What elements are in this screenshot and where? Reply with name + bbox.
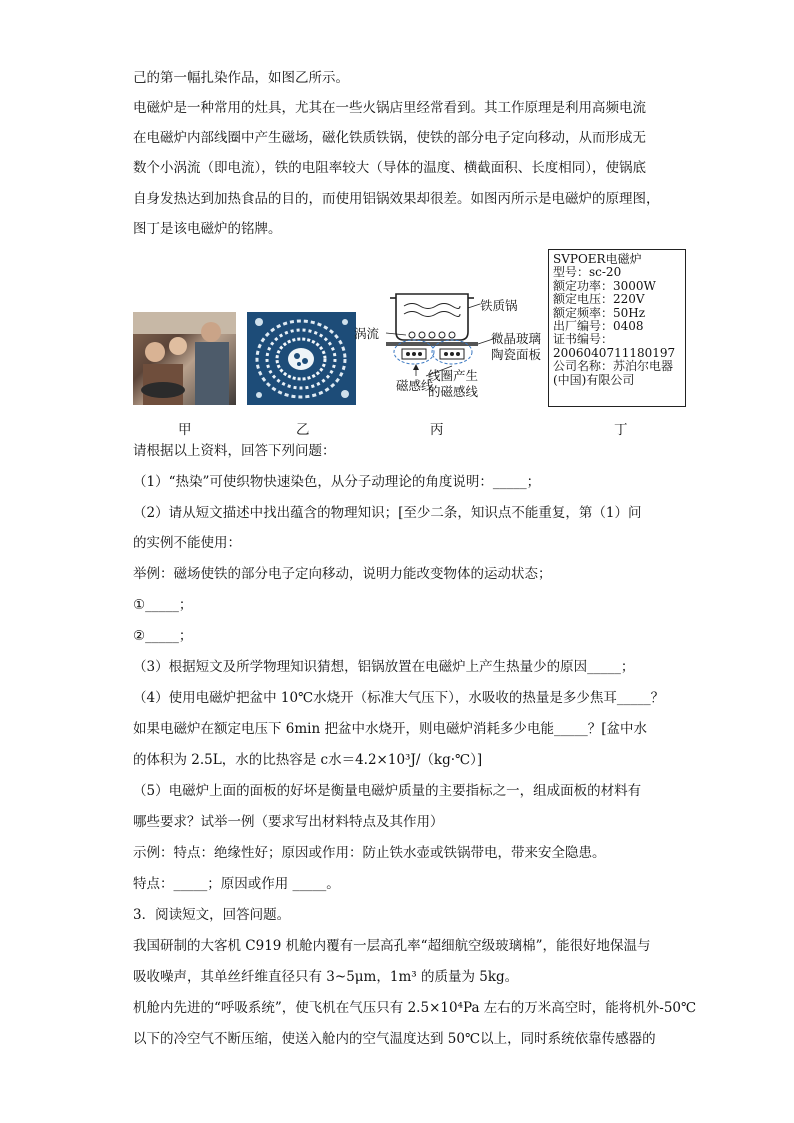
question-4: （4）使用电磁炉把盆中 10℃水烧开（标准大气压下），水吸收的热量是多少焦耳_____？	[133, 690, 665, 706]
caption-a: 甲	[178, 422, 192, 438]
label-coil-2: 的磁感线	[428, 384, 479, 399]
nameplate-model: 型号：sc-20	[553, 265, 622, 280]
label-magnetic-line: 磁感线	[396, 378, 434, 393]
nameplate-frequency: 额定频率：50Hz	[553, 305, 646, 320]
caption-b: 乙	[296, 422, 310, 438]
nameplate-company-1: 公司名称：苏泊尔电器	[553, 359, 674, 374]
nameplate-company-2: (中国)有限公司	[553, 372, 635, 387]
label-coil-1: 线圈产生	[428, 368, 479, 383]
example-line: 示例：特点：绝缘性好；原因或作用：防止铁水壶或铁锅带电，带来安全隐患。	[133, 845, 606, 861]
text-line: 以下的冷空气不断压缩，使送入舱内的空气温度达到 50℃以上，同时系统依靠传感器的	[133, 1031, 656, 1047]
label-panel-1: 微晶玻璃	[491, 331, 542, 346]
label-eddy: 涡流	[354, 326, 380, 341]
answer-blank-1: ①_____；	[133, 597, 193, 613]
text-line: 自身发热达到加热食品的目的，而使用铝锅效果却很差。如图丙所示是电磁炉的原理图，	[133, 191, 660, 207]
question-1: （1）“热染”可使织物快速染色，从分子动理论的角度说明：_____；	[133, 474, 541, 490]
text-line: 机舱内先进的“呼吸系统”，使飞机在气压只有 2.5×10⁴Pa 左右的万米高空时，能将机外-50℃	[133, 1000, 697, 1016]
text-line: 图丁是该电磁炉的铭牌。	[133, 221, 282, 237]
question-2: （2）请从短文描述中找出蕴含的物理知识；[至少二条，知识点不能重复，第（1）问	[133, 505, 642, 521]
nameplate	[548, 249, 686, 407]
label-panel-2: 陶瓷面板	[491, 347, 542, 362]
text-line: 哪些要求？试举一例（要求写出材料特点及其作用）	[133, 814, 444, 830]
answer-blank-2: ②_____；	[133, 628, 193, 644]
text-line: 己的第一幅扎染作品，如图乙所示。	[133, 70, 349, 86]
text-line: 吸收噪声，其单丝纤维直径只有 3~5μm，1m³ 的质量为 5kg。	[133, 969, 519, 985]
caption-d: 丁	[614, 422, 628, 438]
text-line: 我国研制的大客机 C919 机舱内覆有一层高孔率“超细航空级玻璃棉”，能很好地保温与	[133, 938, 651, 954]
text-line: 电磁炉是一种常用的灶具，尤其在一些火锅店里经常看到。其工作原理是利用高频电流	[133, 100, 646, 116]
nameplate-cert-no: 2006040711180197	[553, 345, 676, 360]
text-line: 请根据以上资料，回答下列问题：	[133, 443, 336, 459]
question-3: （3）根据短文及所学物理知识猜想，铝锅放置在电磁炉上产生热量少的原因_____；	[133, 659, 635, 675]
label-iron-pot: 铁质锅	[480, 298, 518, 313]
nameplate-voltage: 额定电压：220V	[553, 292, 645, 307]
induction-cooker-diagram	[356, 286, 546, 406]
text-line: 的体积为 2.5L，水的比热容是 c水＝4.2×10³J/（kg·℃）]	[133, 752, 483, 768]
text-line: 如果电磁炉在额定电压下 6min 把盆中水烧开，则电磁炉消耗多少电能_____？[盆中水	[133, 721, 648, 737]
text-line: 的实例不能使用：	[133, 535, 241, 551]
caption-c: 丙	[430, 422, 444, 438]
answer-line: 特点：_____；原因或作用 _____。	[133, 876, 340, 892]
text-line: 数个小涡流（即电流），铁的电阻率较大（导体的温度、横截面积、长度相同），使锅底	[133, 160, 646, 176]
nameplate-serial: 出厂编号：0408	[553, 319, 644, 334]
nameplate-cert-label: 证书编号：	[553, 332, 614, 347]
text-line: 在电磁炉内部线圈中产生磁场，磁化铁质铁锅，使铁的部分电子定向移动，从而形成无	[133, 130, 646, 146]
nameplate-power: 额定功率：3000W	[553, 278, 656, 293]
section-heading: 3．阅读短文，回答问题。	[133, 907, 291, 923]
question-5: （5）电磁炉上面的面板的好坏是衡量电磁炉质量的主要指标之一，组成面板的材料有	[133, 783, 642, 799]
nameplate-title: SVPOER电磁炉	[553, 252, 642, 266]
example-line: 举例：磁场使铁的部分电子定向移动，说明力能改变物体的运动状态；	[133, 566, 552, 582]
photo-dyeing	[133, 312, 236, 405]
tie-dye-pattern	[247, 312, 356, 405]
